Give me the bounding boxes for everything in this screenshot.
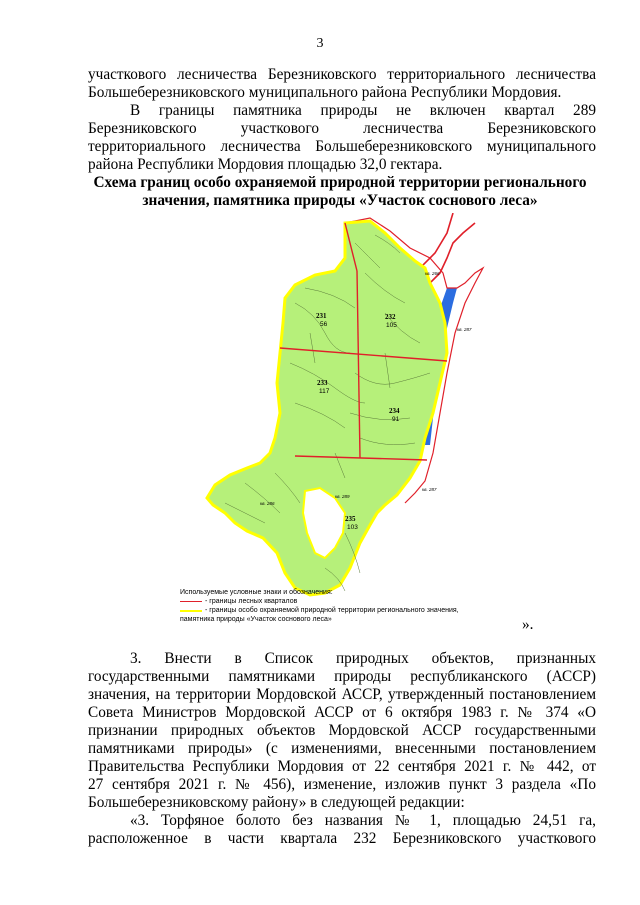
legend-title: Используемые условные знаки и обозначения: bbox=[180, 589, 333, 596]
quarter-231-number: 231 bbox=[316, 312, 327, 320]
paragraph-line: района Республики Мордовия площадью 32,0 гектара. bbox=[88, 156, 443, 173]
scheme-heading-line-2: значения, памятника природы «Участок соснового леса» bbox=[142, 192, 538, 209]
outer-quarter-label: кв. 286 bbox=[260, 501, 275, 506]
quarter-235-area: 103 bbox=[347, 524, 358, 531]
legend-item-protected-boundary bbox=[180, 606, 490, 615]
quarter-232-number: 232 bbox=[385, 313, 396, 321]
outer-quarter-label: кв. 266 bbox=[425, 271, 440, 276]
quarter-232-area: 105 bbox=[386, 322, 397, 329]
paragraph-line: В границы памятника природы не включен квартал 289 bbox=[130, 102, 596, 119]
quarter-233-number: 233 bbox=[317, 379, 328, 387]
page-number: 3 bbox=[316, 36, 324, 51]
paragraph-line: 3. Внести в Список природных объектов, признанных bbox=[130, 650, 596, 667]
map-legend bbox=[180, 588, 490, 624]
paragraph-line: памятниками природы» (с изменениями, внесенными постановлением bbox=[88, 740, 596, 757]
paragraph-line: Березниковского участкового лесничества Березниковского bbox=[88, 120, 596, 137]
paragraph-line: Большеберезниковскому району» в следующей редакции: bbox=[88, 794, 465, 811]
paragraph-line: значения, на территории Мордовской АССР, утвержденный постановлением bbox=[88, 686, 596, 703]
paragraph-line: участкового лесничества Березниковского территориального лесничества bbox=[88, 66, 596, 83]
outer-quarter-label: кв. 287 bbox=[457, 327, 472, 332]
paragraph-line: расположенное в части квартала 232 Березниковского участкового bbox=[88, 830, 596, 847]
outer-quarter-label: кв. 287 bbox=[422, 487, 437, 492]
paragraph-line: территориального лесничества Большеберезниковского муниципального bbox=[88, 138, 596, 155]
protected-area-map bbox=[185, 213, 485, 613]
paragraph-line: признании природных объектов Мордовской АССР государственными bbox=[88, 722, 596, 739]
paragraph-line: государственными памятниками природы республиканского (АССР) bbox=[88, 668, 596, 685]
paragraph-line: Правительства Республики Мордовия от 22 сентября 2021 г. № 442, от bbox=[88, 758, 596, 775]
quarter-233-area: 117 bbox=[319, 388, 330, 395]
legend-item-quarter-boundaries bbox=[180, 597, 490, 606]
closing-quote: ». bbox=[522, 616, 534, 633]
legend-item-label: - границы особо охраняемой природной территории регионального значения, bbox=[205, 607, 459, 614]
legend-item-continuation: памятника природы «Участок соснового леса» bbox=[180, 616, 332, 623]
quarter-231-area: 56 bbox=[320, 321, 328, 328]
outer-quarter-label: кв. 289 bbox=[335, 494, 350, 499]
scheme-heading-line-1: Схема границ особо охраняемой природной территории регионального bbox=[93, 174, 587, 191]
paragraph-line: Совета Министров Мордовской АССР от 6 октября 1983 г. № 374 «О bbox=[88, 704, 596, 721]
yellow-line-swatch bbox=[180, 610, 202, 612]
legend-item-label: - границы лесных кварталов bbox=[205, 598, 298, 605]
paragraph-line: Большеберезниковского муниципального района Республики Мордовия. bbox=[88, 84, 562, 101]
quarter-234-area: 91 bbox=[392, 416, 400, 423]
quarter-234-number: 234 bbox=[389, 407, 400, 415]
red-line-swatch bbox=[180, 601, 202, 602]
paragraph-line: 27 сентября 2021 г. № 456), изменение, изложив пункт 3 раздела «По bbox=[88, 776, 596, 793]
paragraph-line: «3. Торфяное болото без названия № 1, площадью 24,51 га, bbox=[130, 812, 596, 829]
quarter-235-number: 235 bbox=[345, 515, 356, 523]
